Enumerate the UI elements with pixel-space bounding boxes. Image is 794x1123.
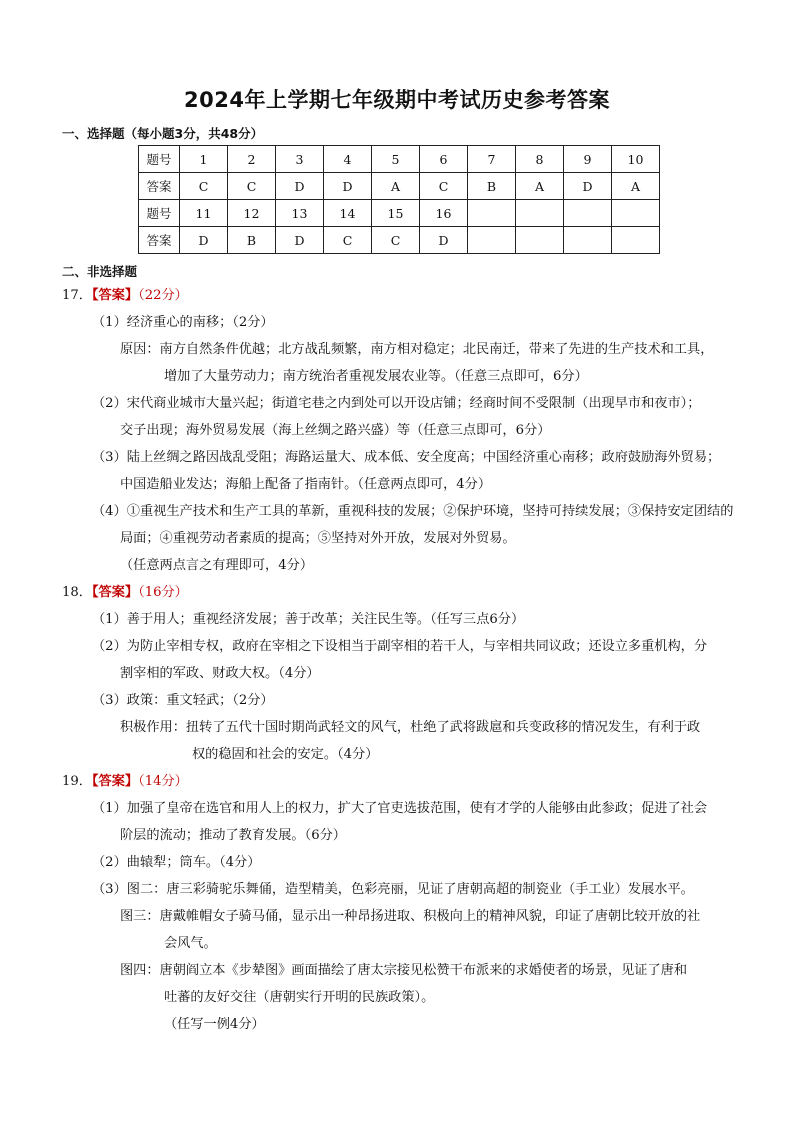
table-cell: [468, 200, 516, 227]
score-label: （22分）: [138, 288, 188, 303]
answer-tag: 【答案】: [91, 774, 139, 789]
table-cell: D: [564, 173, 612, 200]
answer-line: 图四：唐朝阎立本《步辇图》画面描绘了唐太宗接见松赞干布派来的求婚使者的场景，见证了唐和: [120, 963, 688, 978]
question-number: 17．: [62, 288, 92, 303]
table-cell: 8: [516, 146, 564, 173]
table-cell: [564, 200, 612, 227]
table-row: [139, 146, 660, 173]
answer-line: （4）①重视生产技术和生产工具的革新，重视科技的发展；②保护环境，坚持可持续发展；③保持安定团结的: [92, 504, 734, 519]
table-cell: 9: [564, 146, 612, 173]
question-number: 19．: [62, 774, 92, 789]
table-cell: 7: [468, 146, 516, 173]
table-cell: 11: [180, 200, 228, 227]
answer-line: 原因：南方自然条件优越；北方战乱频繁，南方相对稳定；北民南迁，带来了先进的生产技术和工具，: [120, 342, 714, 357]
table-cell: [612, 227, 660, 254]
answer-line: （1）善于用人；重视经济发展；善于改革；关注民生等。（任写三点6分）: [92, 612, 525, 627]
table-cell: 10: [612, 146, 660, 173]
answer-tag: 【答案】: [91, 288, 139, 303]
answer-line: （3）政策：重文轻武；（2分）: [92, 693, 274, 708]
table-cell: [516, 227, 564, 254]
table-cell: 15: [372, 200, 420, 227]
table-cell: 3: [276, 146, 324, 173]
table-cell: D: [180, 227, 228, 254]
table-row: [139, 200, 660, 227]
table-cell: 5: [372, 146, 420, 173]
table-cell: 4: [324, 146, 372, 173]
answer-line: （1）加强了皇帝在选官和用人上的权力，扩大了官吏选拔范围，使有才学的人能够由此参政；促进了社会: [92, 801, 708, 816]
table-row: [139, 173, 660, 200]
answer-line: 增加了大量劳动力；南方统治者重视发展农业等。（任意三点即可，6分）: [164, 369, 588, 384]
table-cell: A: [372, 173, 420, 200]
table-cell: [516, 200, 564, 227]
answer-line: （2）为防止宰相专权，政府在宰相之下设相当于副宰相的若干人，与宰相共同议政；还设立多重机构，分: [92, 639, 708, 654]
question-19-header: [62, 773, 188, 791]
table-cell: [612, 200, 660, 227]
question-17-header: [62, 287, 188, 305]
table-cell: D: [276, 173, 324, 200]
answer-line: 阶层的流动；推动了教育发展。（6分）: [120, 828, 346, 843]
table-cell: 6: [420, 146, 468, 173]
table-cell: B: [228, 227, 276, 254]
table-cell: 12: [228, 200, 276, 227]
table-cell: C: [180, 173, 228, 200]
answer-line: 割宰相的军政、财政大权。（4分）: [120, 666, 320, 681]
answer-line: （3）陆上丝绸之路因战乱受阻；海路运量大、成本低、安全度高；中国经济重心南移；政府鼓励海外贸易；: [92, 450, 721, 465]
answer-line: 局面；④重视劳动者素质的提高；⑤坚持对外开放，发展对外贸易。: [120, 531, 516, 546]
table-cell: A: [516, 173, 564, 200]
answer-tag: 【答案】: [91, 585, 139, 600]
answer-line: （2）宋代商业城市大量兴起；街道宅巷之内到处可以开设店铺；经商时间不受限制（出现早市和夜市）；: [92, 396, 701, 411]
table-cell: [468, 227, 516, 254]
answer-line: 图三：唐戴帷帽女子骑马俑，显示出一种昂扬进取、积极向上的精神风貌，印证了唐朝比较开放的社: [120, 909, 701, 924]
row-label: 答案: [139, 173, 180, 200]
table-cell: 2: [228, 146, 276, 173]
row-label: 答案: [139, 227, 180, 254]
section-heading-nonchoice: 二、非选择题: [62, 264, 138, 279]
table-cell: D: [420, 227, 468, 254]
answer-line: 会风气。: [164, 936, 217, 951]
answer-line: 中国造船业发达；海船上配备了指南针。（任意两点即可，4分）: [120, 477, 492, 492]
answer-line: 权的稳固和社会的安定。（4分）: [192, 747, 379, 762]
answer-line: 积极作用：扭转了五代十国时期尚武轻文的风气，杜绝了武将跋扈和兵变政移的情况发生，有利于政: [120, 720, 701, 735]
table-cell: C: [372, 227, 420, 254]
table-row: [139, 227, 660, 254]
question-18-header: [62, 584, 188, 602]
score-label: （14分）: [138, 774, 188, 789]
table-cell: B: [468, 173, 516, 200]
table-cell: 13: [276, 200, 324, 227]
table-cell: 1: [180, 146, 228, 173]
row-label: 题号: [139, 200, 180, 227]
table-cell: D: [324, 173, 372, 200]
answer-line: （1）经济重心的南移；（2分）: [92, 315, 274, 330]
answer-line: （任写一例4分）: [164, 1017, 265, 1032]
answer-line: （任意两点言之有理即可，4分）: [120, 558, 314, 573]
answer-line: （2）曲辕犁；筒车。（4分）: [92, 855, 261, 870]
section-heading-choice: 一、选择题（每小题3分，共48分）: [62, 126, 264, 141]
answer-line: 吐蕃的友好交往（唐朝实行开明的民族政策）。: [164, 990, 435, 1005]
table-cell: D: [276, 227, 324, 254]
row-label: 题号: [139, 146, 180, 173]
table-cell: C: [324, 227, 372, 254]
answer-line: （3）图二：唐三彩骑驼乐舞俑，造型精美，色彩亮丽，见证了唐朝高超的制瓷业（手工业）发展水平。: [92, 882, 694, 897]
question-number: 18．: [62, 585, 92, 600]
page-title: 2024年上学期七年级期中考试历史参考答案: [184, 88, 610, 112]
table-cell: A: [612, 173, 660, 200]
score-label: （16分）: [138, 585, 188, 600]
answer-table: [138, 145, 660, 254]
table-cell: 16: [420, 200, 468, 227]
table-cell: C: [420, 173, 468, 200]
answer-line: 交子出现；海外贸易发展（海上丝绸之路兴盛）等（任意三点即可，6分）: [120, 423, 551, 438]
table-cell: C: [228, 173, 276, 200]
table-cell: 14: [324, 200, 372, 227]
table-cell: [564, 227, 612, 254]
